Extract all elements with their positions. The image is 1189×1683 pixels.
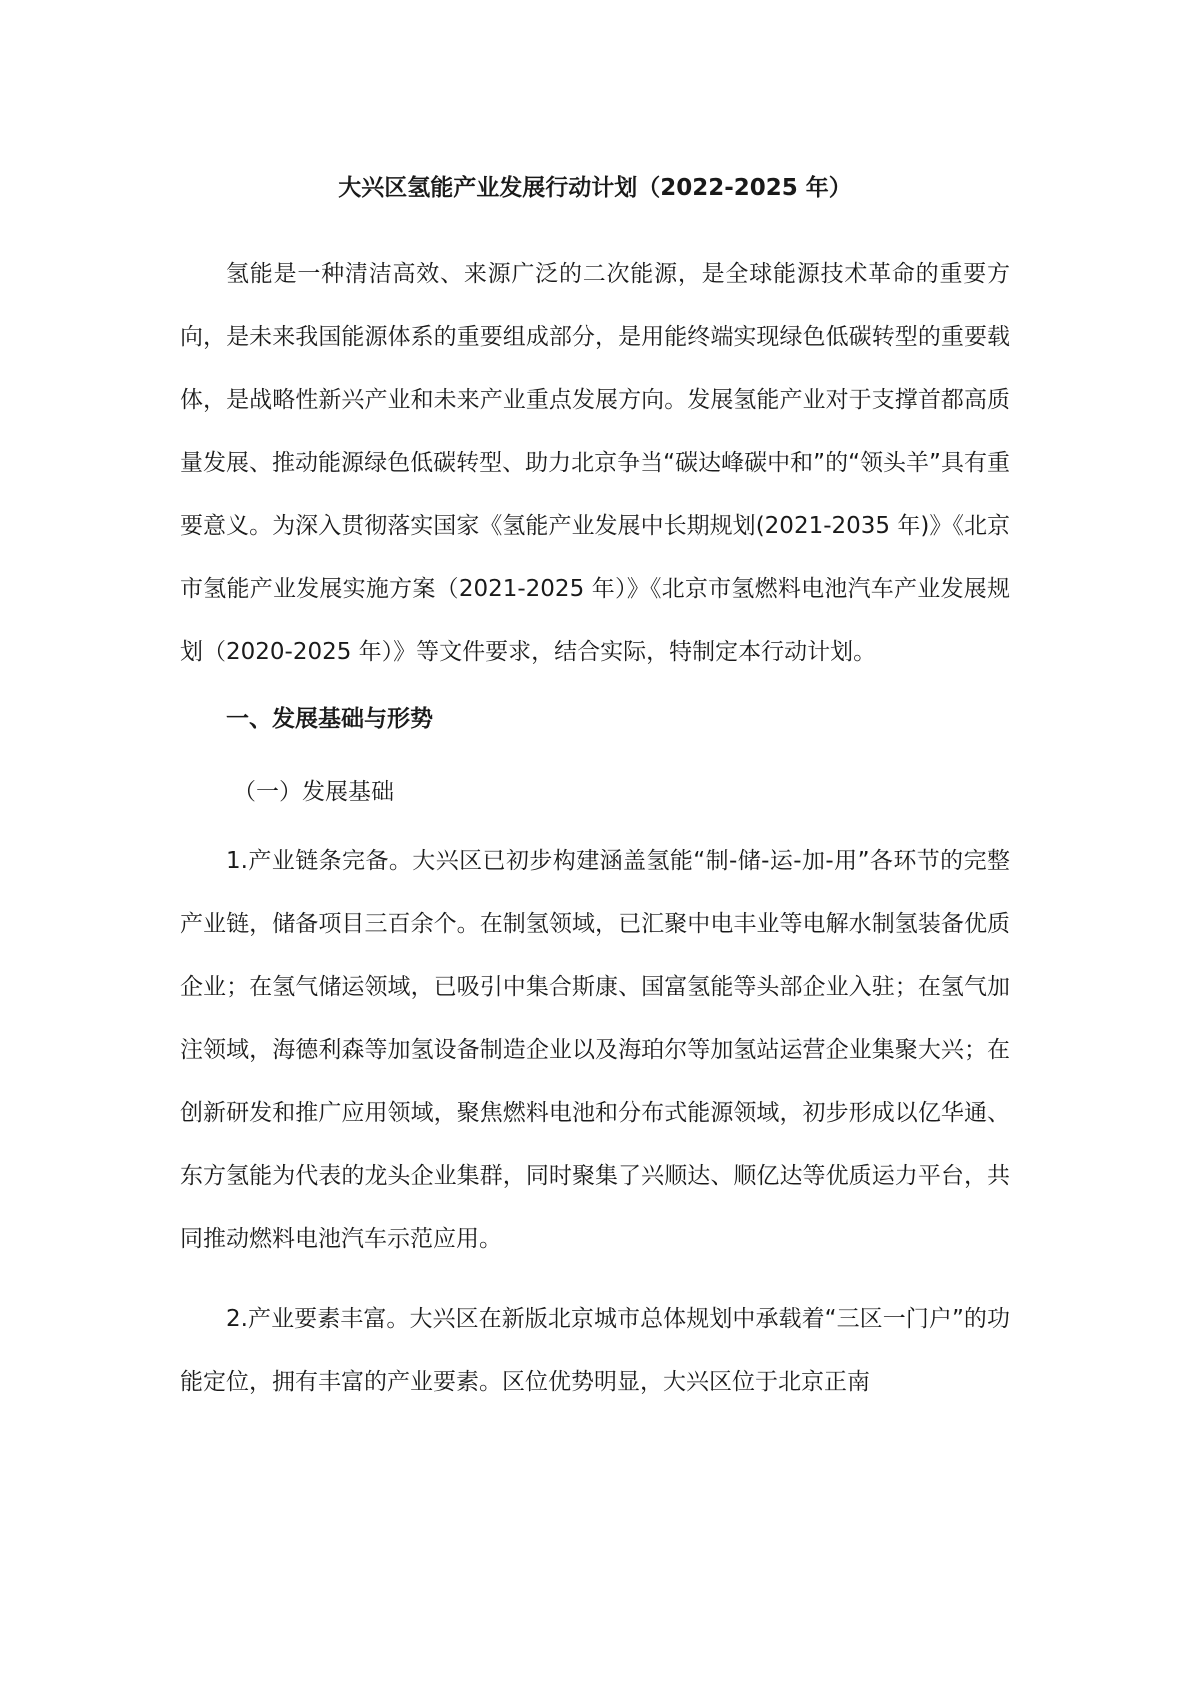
paragraph-industry-chain: 1.产业链条完备。大兴区已初步构建涵盖氢能“制-储-运-加-用”各环节的完整产业链，储备项目三百余个。在制氢领域，已汇聚中电丰业等电解水制氢装备优质企业；在氢气储运领域，已吸引中集合斯康、国富氢能等头部企业入驻；在氢气加注领域，海德利森等加氢设备制造企业以及海珀尔等加氢站运营企业集聚大兴；在创新研发和推广应用领域，聚焦燃料电池和分布式能源领域，初步形成以亿华通、东方氢能为代表的龙头企业集群，同时聚集了兴顺达、顺亿达等优质运力平台，共同推动燃料电池汽车示范应用。 [180, 848, 1010, 1252]
section-heading: 一、发展基础与形势 [226, 706, 433, 732]
document-title: 大兴区氢能产业发展行动计划（2022-2025 年） [338, 175, 852, 201]
paragraph-industry-elements: 2.产业要素丰富。大兴区在新版北京城市总体规划中承载着“三区一门户”的功能定位，拥有丰富的产业要素。区位优势明显，大兴区位于北京正南 [180, 1306, 1010, 1395]
document-page [180, 170, 1010, 1414]
subsection-heading: （一）发展基础 [233, 779, 394, 805]
intro-paragraph: 氢能是一种清洁高效、来源广泛的二次能源，是全球能源技术革命的重要方向，是未来我国能源体系的重要组成部分，是用能终端实现绿色低碳转型的重要载体，是战略性新兴产业和未来产业重点发展方向。发展氢能产业对于支撑首都高质量发展、推动能源绿色低碳转型、助力北京争当“碳达峰碳中和”的“领头羊”具有重要意义。为深入贯彻落实国家《氢能产业发展中长期规划(2021-2035 年)》《北京市氢能产业发展实施方案（2021-2025 年）》《北京市氢燃料电池汽车产业发展规划（2020-2025 年）》等文件要求，结合实际，特制定本行动计划。 [180, 261, 1010, 665]
